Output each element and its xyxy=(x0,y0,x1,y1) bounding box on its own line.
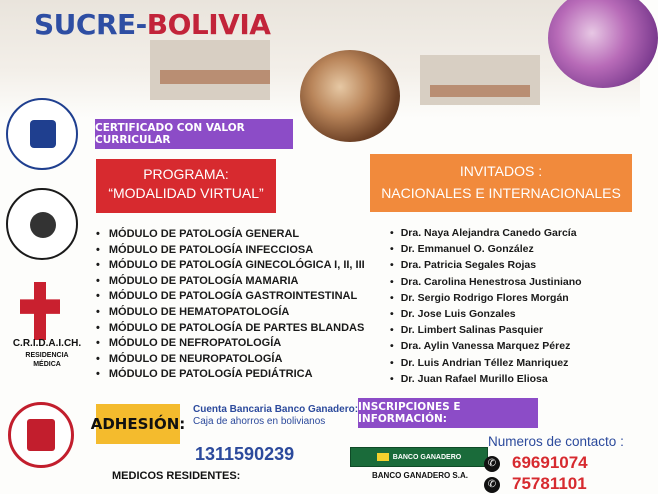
society-logo xyxy=(6,98,78,170)
phone-number[interactable]: 69691074 xyxy=(512,453,588,472)
medicos-residentes-label: MEDICOS RESIDENTES: xyxy=(112,470,241,482)
list-item: • MÓDULO DE PATOLOGÍA PEDIÁTRICA xyxy=(96,367,365,383)
guests-line2: NACIONALES E INTERNACIONALES xyxy=(381,185,621,201)
certificate-badge: CERTIFICADO CON VALOR CURRICULAR xyxy=(95,119,293,149)
program-box xyxy=(96,159,276,213)
whatsapp-icon: ✆ xyxy=(484,477,500,493)
account-number: 1311590239 xyxy=(195,444,295,464)
list-item: • MÓDULO DE NEUROPATOLOGÍA xyxy=(96,352,365,368)
list-item: • Dr. Limbert Salinas Pasquier xyxy=(390,322,582,338)
list-item: • Dr. Juan Rafael Murillo Eliosa xyxy=(390,371,582,387)
list-item: • MÓDULO DE HEMATOPATOLOGÍA xyxy=(96,305,365,321)
list-item: • Dra. Naya Alejandra Canedo García xyxy=(390,225,582,241)
contact-label: Numeros de contacto : xyxy=(488,434,624,449)
cridaich-label: C.R.I.D.A.I.CH. xyxy=(12,338,82,349)
roof-illustration xyxy=(430,85,530,97)
guest-list xyxy=(390,225,582,387)
histology-image xyxy=(300,50,400,142)
list-item: • Dr. Luis Andrian Téllez Manriquez xyxy=(390,355,582,371)
chuquisaca-pathology-logo xyxy=(6,188,78,260)
list-item: • MÓDULO DE PATOLOGÍA GENERAL xyxy=(96,227,365,243)
bank-icon xyxy=(377,453,389,461)
society-emblem xyxy=(30,212,56,238)
adhesion-badge: ADHESIÓN: xyxy=(96,404,180,444)
society-emblem xyxy=(30,120,56,148)
list-item: • MÓDULO DE PATOLOGÍA MAMARIA xyxy=(96,274,365,290)
list-item: • Dra. Aylin Vanessa Marquez Pérez xyxy=(390,338,582,354)
roof-illustration xyxy=(160,70,270,84)
list-item: • MÓDULO DE PATOLOGÍA GASTROINTESTINAL xyxy=(96,289,365,305)
list-item: • MÓDULO DE NEFROPATOLOGÍA xyxy=(96,336,365,352)
program-line1: PROGRAMA: xyxy=(143,166,229,182)
program-line2: “MODALIDAD VIRTUAL” xyxy=(108,185,264,201)
building-illustration xyxy=(420,55,540,105)
list-item: • MÓDULO DE PATOLOGÍA DE PARTES BLANDAS xyxy=(96,321,365,337)
list-item: • MÓDULO DE PATOLOGÍA GINECOLÓGICA I, II, III xyxy=(96,258,365,274)
histology-image xyxy=(548,0,658,88)
module-list xyxy=(96,227,365,383)
bank-name: BANCO GANADERO S.A. xyxy=(371,471,468,480)
list-item: • Dr. Sergio Rodrigo Flores Morgán xyxy=(390,290,582,306)
phone-number[interactable]: 75781101 xyxy=(512,474,587,493)
list-item: • Dra. Patricia Segales Rojas xyxy=(390,257,582,273)
residencia-label: RESIDENCIA MÉDICA xyxy=(25,352,69,368)
guests-line1: INVITADOS : xyxy=(459,163,543,179)
page-title: SUCRE-BOLIVIA xyxy=(34,8,271,41)
whatsapp-icon: ✆ xyxy=(484,456,500,472)
list-item: • MÓDULO DE PATOLOGÍA INFECCIOSA xyxy=(96,243,365,259)
guests-box xyxy=(370,154,632,212)
society-emblem xyxy=(27,419,55,451)
bank-logo: BANCO GANADERO xyxy=(350,447,488,467)
list-item: • Dra. Carolina Henestrosa Justiniano xyxy=(390,274,582,290)
cross-logo xyxy=(20,282,60,340)
list-item: • Dr. Emmanuel O. González xyxy=(390,241,582,257)
list-item: • Dr. Jose Luis Gonzales xyxy=(390,306,582,322)
inscripciones-badge: INSCRIPCIONES E INFORMACIÓN: xyxy=(358,398,538,428)
colegio-medico-logo xyxy=(8,402,74,468)
account-info: Cuenta Bancaria Banco Ganadero: Caja de ahorros en bolivianos xyxy=(193,404,359,427)
